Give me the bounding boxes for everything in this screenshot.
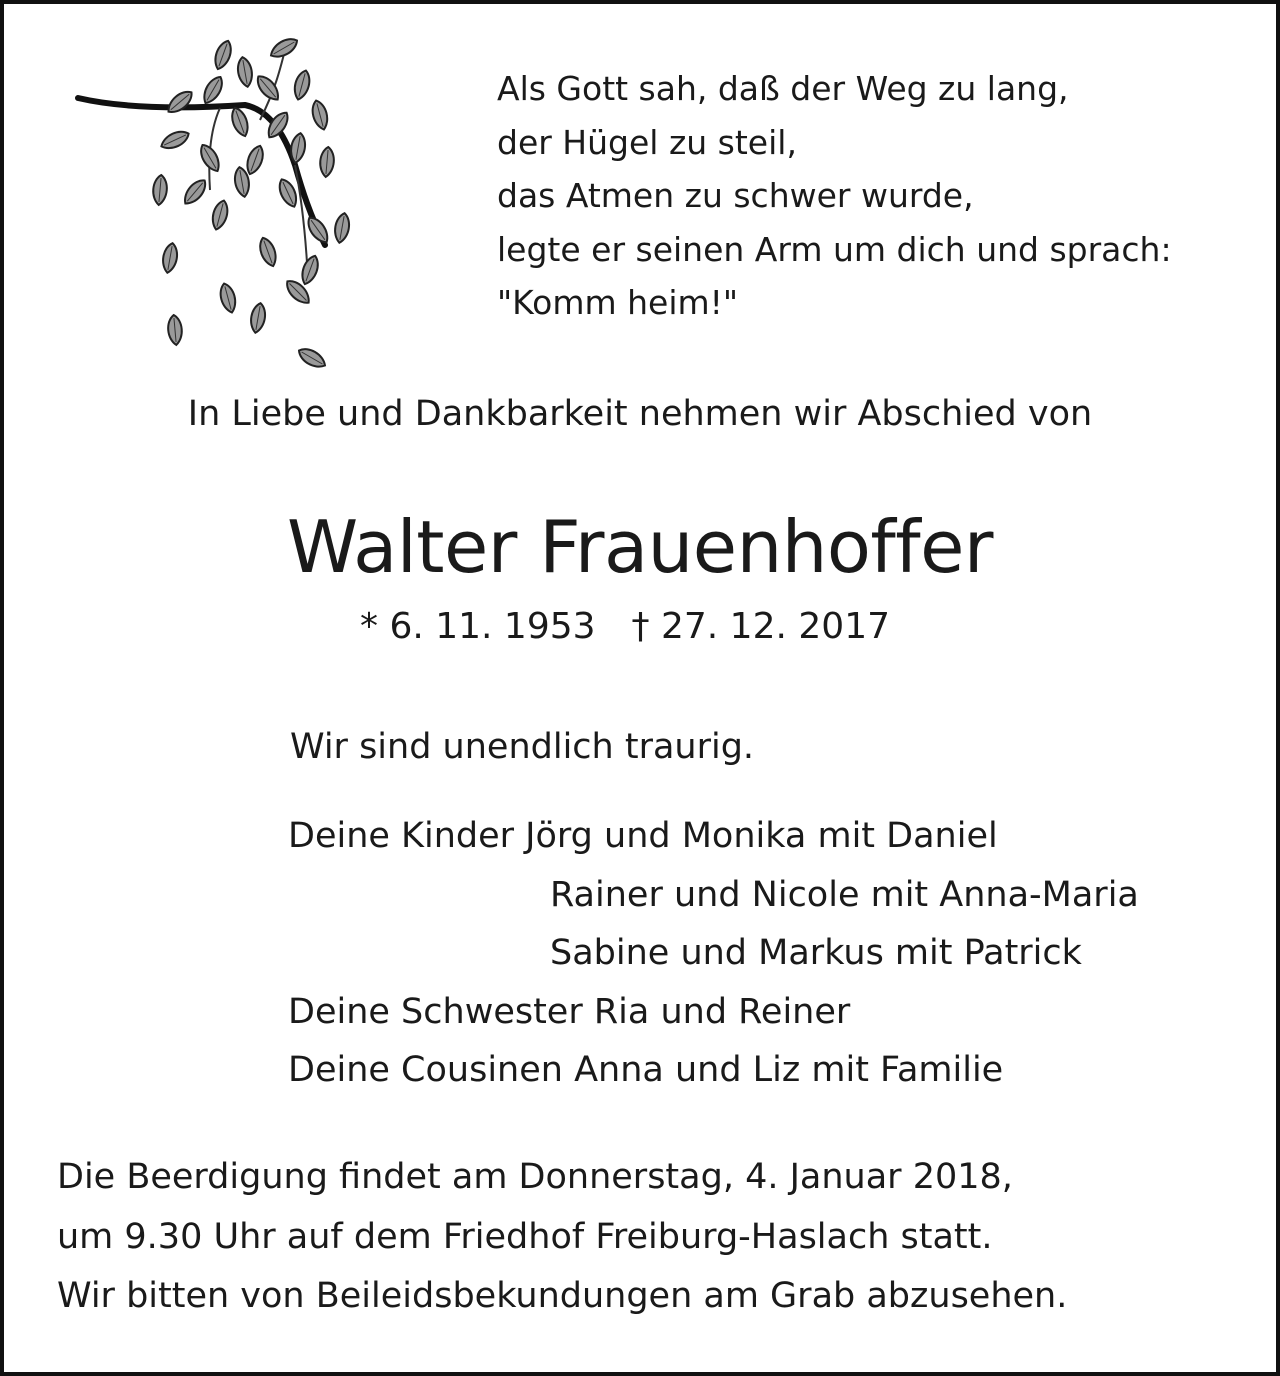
poem bbox=[497, 62, 1172, 330]
funeral-line: um 9.30 Uhr auf dem Friedhof Freiburg-Haslach statt. bbox=[57, 1216, 993, 1257]
grief-line: Wir sind unendlich traurig. bbox=[290, 727, 755, 767]
funeral-line: Die Beerdigung findet am Donnerstag, 4. Januar 2018, bbox=[57, 1157, 1013, 1197]
poem-line: das Atmen zu schwer wurde, bbox=[497, 176, 974, 215]
family-list bbox=[288, 807, 1139, 1100]
deceased-name: Walter Frauenhoffer bbox=[287, 505, 993, 589]
birth-date: * 6. 11. 1953 bbox=[360, 606, 596, 647]
funeral-line: Wir bitten von Beileidsbekundungen am Grab abzusehen. bbox=[57, 1276, 1068, 1316]
funeral-notice bbox=[57, 1148, 1067, 1327]
poem-line: legte er seinen Arm um dich und sprach: bbox=[497, 229, 1172, 269]
death-date: † 27. 12. 2017 bbox=[631, 606, 890, 647]
poem-line: Als Gott sah, daß der Weg zu lang, bbox=[497, 69, 1069, 108]
branch-with-leaves-icon bbox=[70, 30, 360, 380]
family-line: Deine Kinder Jörg und Monika mit Daniel bbox=[288, 816, 998, 856]
family-line: Rainer und Nicole mit Anna-Maria bbox=[550, 874, 1139, 915]
poem-line: der Hügel zu steil, bbox=[497, 122, 797, 162]
poem-line: "Komm heim!" bbox=[497, 283, 739, 322]
family-line: Deine Schwester Ria und Reiner bbox=[288, 991, 851, 1032]
family-line: Deine Cousinen Anna und Liz mit Familie bbox=[288, 1050, 1004, 1090]
farewell-intro: In Liebe und Dankbarkeit nehmen wir Abschied von bbox=[187, 394, 1093, 434]
life-dates bbox=[360, 604, 890, 650]
family-line: Sabine und Markus mit Patrick bbox=[550, 933, 1082, 973]
